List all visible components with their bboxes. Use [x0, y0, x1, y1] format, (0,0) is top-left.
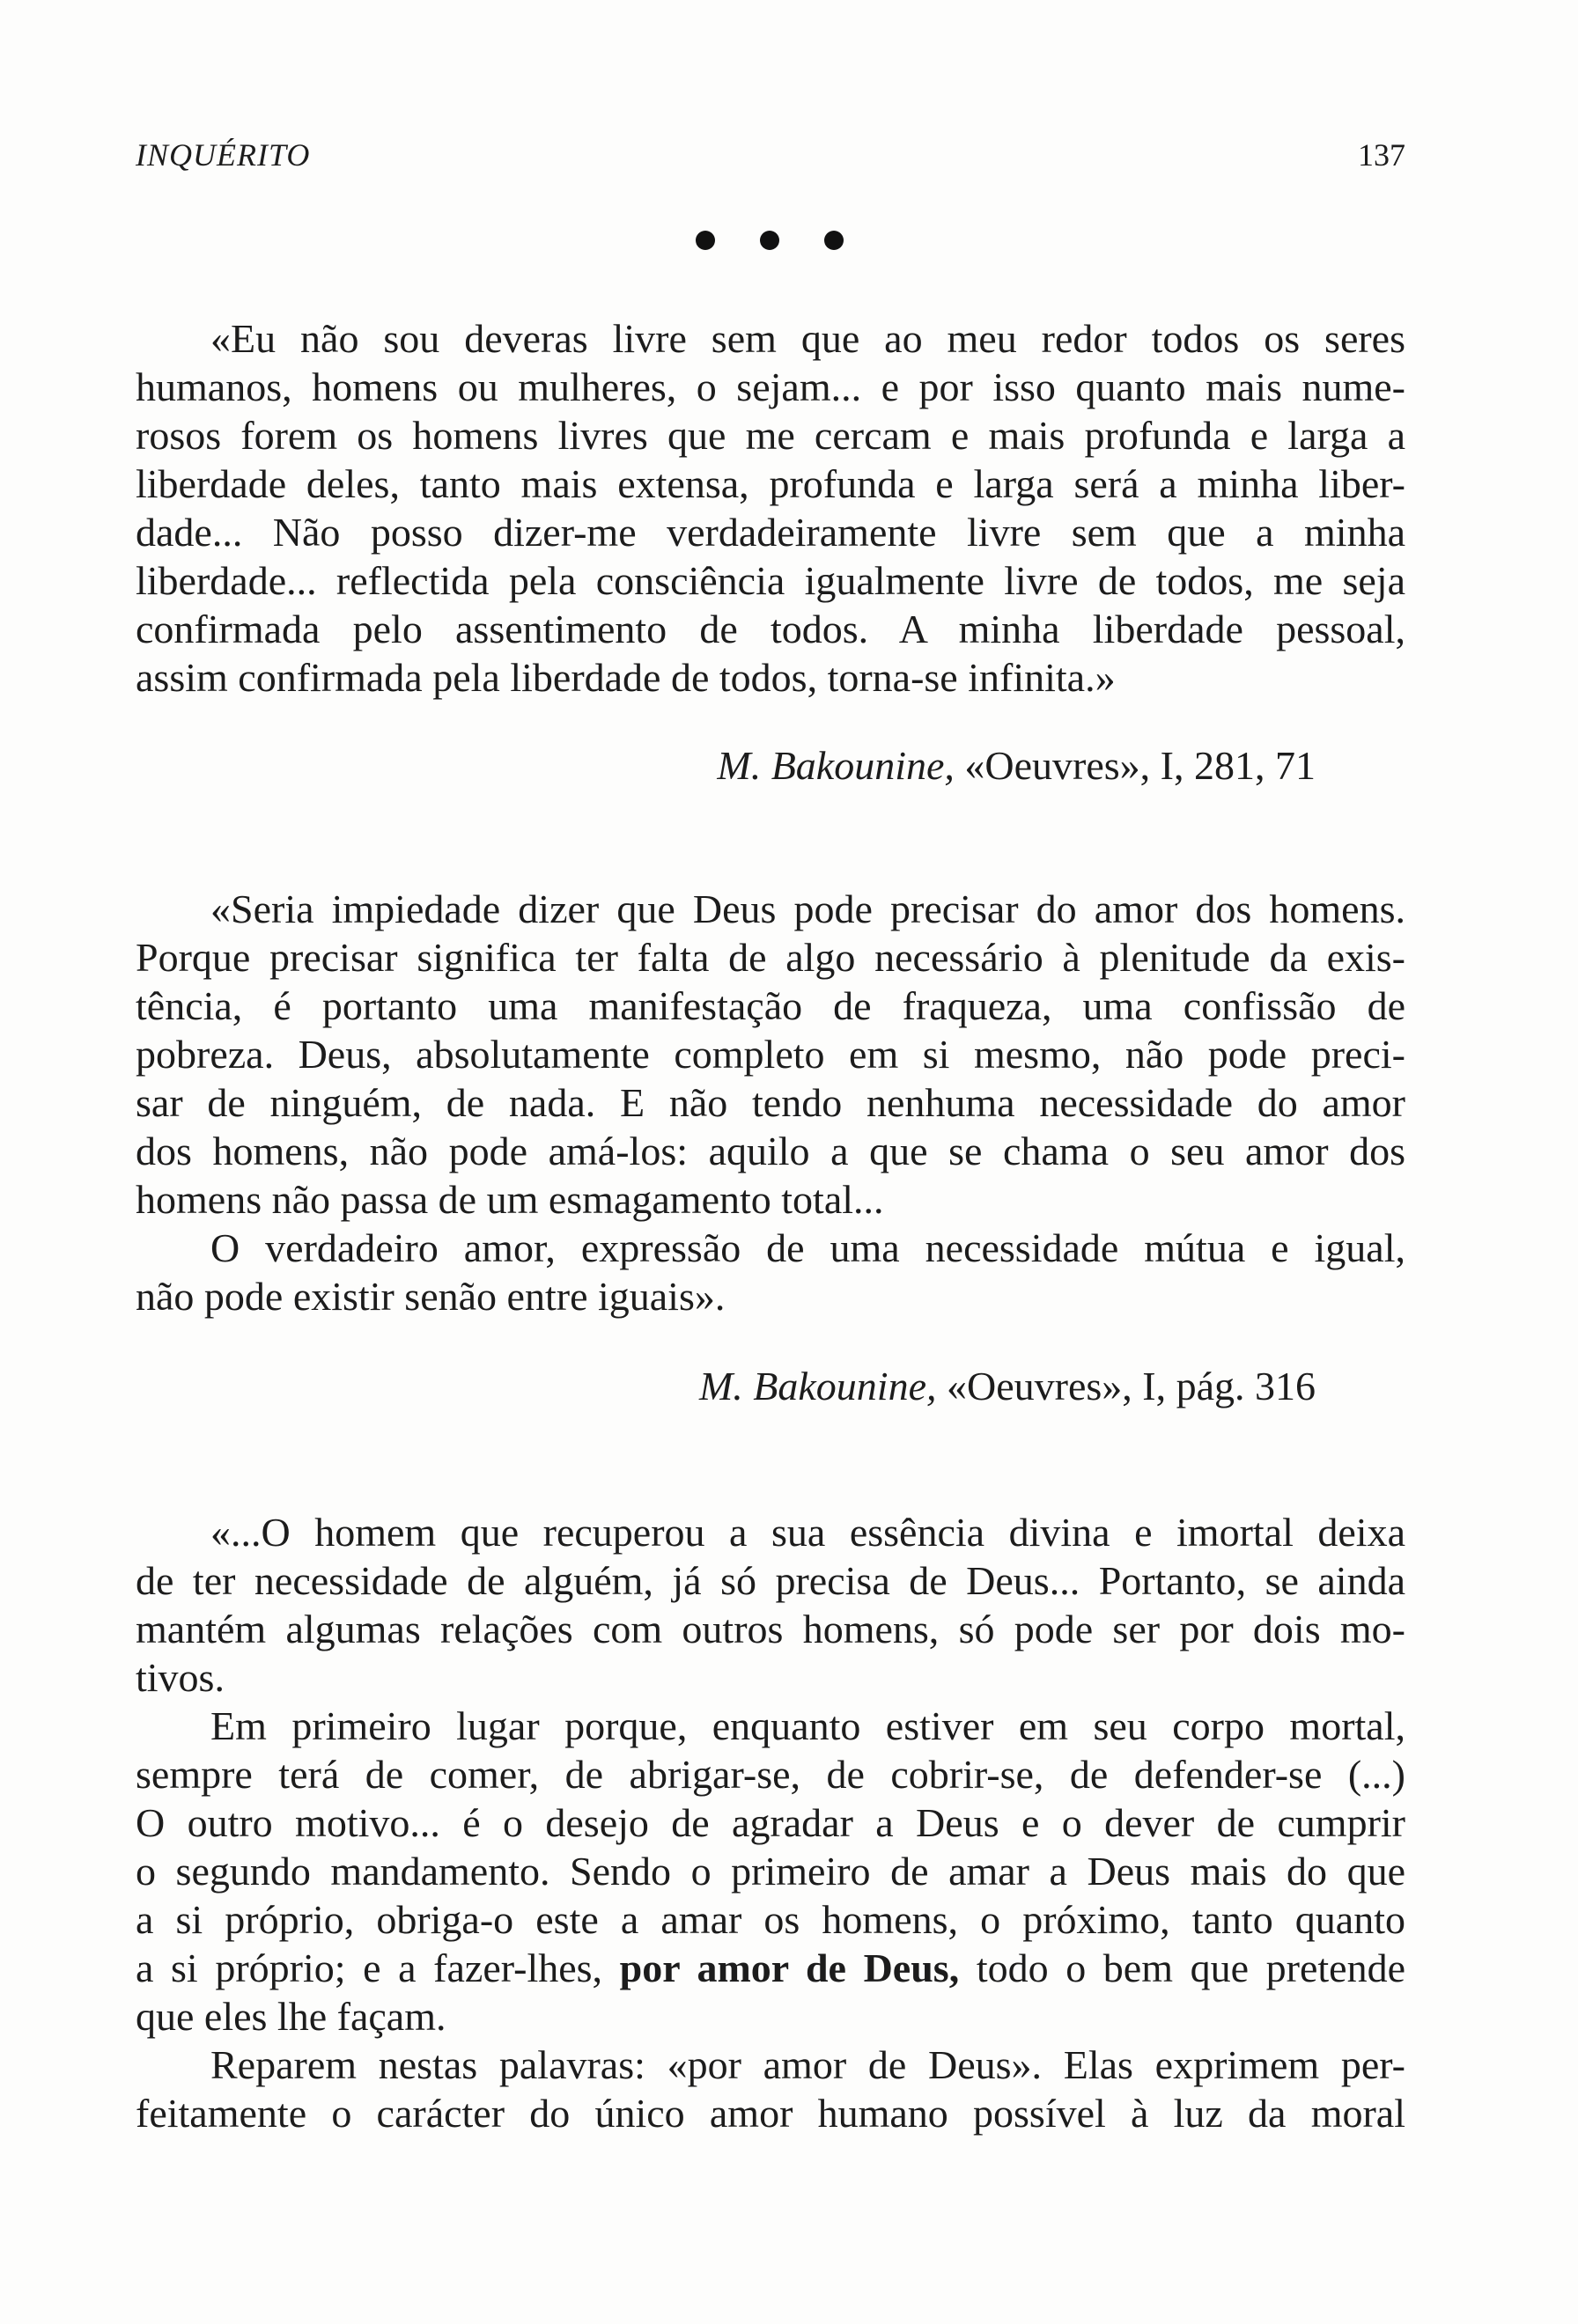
citation-author: M. Bakounine, — [698, 1364, 937, 1408]
quote-block — [136, 1508, 1405, 2137]
quote-line: Reparem nestas palavras: «por amor de Deus». Elas exprimem per- — [210, 2042, 1405, 2087]
quote-line: O verdadeiro amor, expressão de uma necessidade mútua e igual, — [210, 1225, 1405, 1270]
quote-line: feitamente o carácter do único amor humano possível à luz da moral — [136, 2091, 1405, 2136]
quote-line: pobreza. Deus, absolutamente completo em si mesmo, não pode preci- — [136, 1032, 1405, 1077]
quote-line: homens não passa de um esmagamento total... — [136, 1177, 884, 1222]
quote-line: «...O homem que recuperou a sua essência divina e imortal deixa — [210, 1510, 1405, 1555]
quote-paragraph — [136, 1508, 1405, 1702]
quote-line: dade... Não posso dizer-me verdadeiramente livre sem que a minha — [136, 510, 1405, 555]
dot-icon — [760, 231, 779, 250]
quote-line: liberdade... reflectida pela consciência igualmente livre de todos, me seja — [136, 558, 1405, 603]
citation-source: «Oeuvres», I, 281, 71 — [964, 743, 1316, 788]
citation — [717, 741, 1316, 790]
quote-line: Porque precisar significa ter falta de algo necessário à plenitude da exis- — [136, 935, 1405, 980]
dot-icon — [824, 231, 844, 250]
quote-paragraph — [136, 885, 1405, 1224]
quote-line: não pode existir senão entre iguais». — [136, 1274, 726, 1319]
running-title: INQUÉRITO — [136, 137, 311, 173]
quote-line: «Seria impiedade dizer que Deus pode precisar do amor dos homens. — [210, 886, 1405, 931]
quote-line: confirmada pelo assentimento de todos. A minha liberdade pessoal, — [136, 607, 1405, 651]
quote-line — [136, 1944, 1405, 1992]
page-header — [136, 132, 1405, 178]
emphasis-text: por amor de Deus, — [619, 1945, 960, 1990]
quote-block — [136, 885, 1405, 1320]
quote-line: liberdade deles, tanto mais extensa, profunda e larga será a minha liber- — [136, 461, 1405, 506]
quote-line: mantém algumas relações com outros homens, só pode ser por dois mo- — [136, 1607, 1405, 1651]
quote-line: que eles lhe façam. — [136, 1994, 446, 2039]
quote-line: o segundo mandamento. Sendo o primeiro de amar a Deus mais do que — [136, 1849, 1405, 1894]
quote-block — [136, 314, 1405, 702]
quote-line: de ter necessidade de alguém, já só precisa de Deus... Portanto, se ainda — [136, 1558, 1405, 1603]
citation-author: M. Bakounine, — [717, 743, 955, 788]
quote-line: Em primeiro lugar porque, enquanto estiver em seu corpo mortal, — [210, 1703, 1405, 1748]
quote-paragraph — [136, 314, 1405, 702]
quote-line: assim confirmada pela liberdade de todos, torna-se infinita.» — [136, 655, 1116, 700]
quote-line: humanos, homens ou mulheres, o sejam... e por isso quanto mais nume- — [136, 364, 1405, 409]
quote-line: a si próprio, obriga-o este a amar os homens, o próximo, tanto quanto — [136, 1897, 1405, 1942]
citation-source: «Oeuvres», I, pág. 316 — [946, 1364, 1316, 1408]
quote-line: «Eu não sou deveras livre sem que ao meu redor todos os seres — [210, 316, 1405, 361]
ornament-dots — [696, 231, 844, 250]
quote-line: sempre terá de comer, de abrigar-se, de cobrir-se, de defender-se (...) — [136, 1752, 1405, 1797]
quote-line: rosos forem os homens livres que me cercam e mais profunda e larga a — [136, 413, 1405, 458]
quote-line: tência, é portanto uma manifestação de fraqueza, uma confissão de — [136, 983, 1405, 1028]
dot-icon — [696, 231, 715, 250]
quote-paragraph — [136, 1702, 1405, 2041]
quote-line: dos homens, não pode amá-los: aquilo a que se chama o seu amor dos — [136, 1129, 1405, 1173]
quote-paragraph — [136, 1224, 1405, 1320]
quote-line: tivos. — [136, 1655, 225, 1700]
quote-line-text: todo o bem que pretende — [976, 1945, 1405, 1990]
quote-line: O outro motivo... é o desejo de agradar a Deus e o dever de cumprir — [136, 1800, 1405, 1845]
quote-line-text: a si próprio; e a fazer-lhes, — [136, 1945, 603, 1990]
citation — [699, 1362, 1316, 1410]
quote-line: sar de ninguém, de nada. E não tendo nenhuma necessidade do amor — [136, 1080, 1405, 1125]
page-number: 137 — [1358, 137, 1405, 173]
quote-paragraph — [136, 2041, 1405, 2137]
